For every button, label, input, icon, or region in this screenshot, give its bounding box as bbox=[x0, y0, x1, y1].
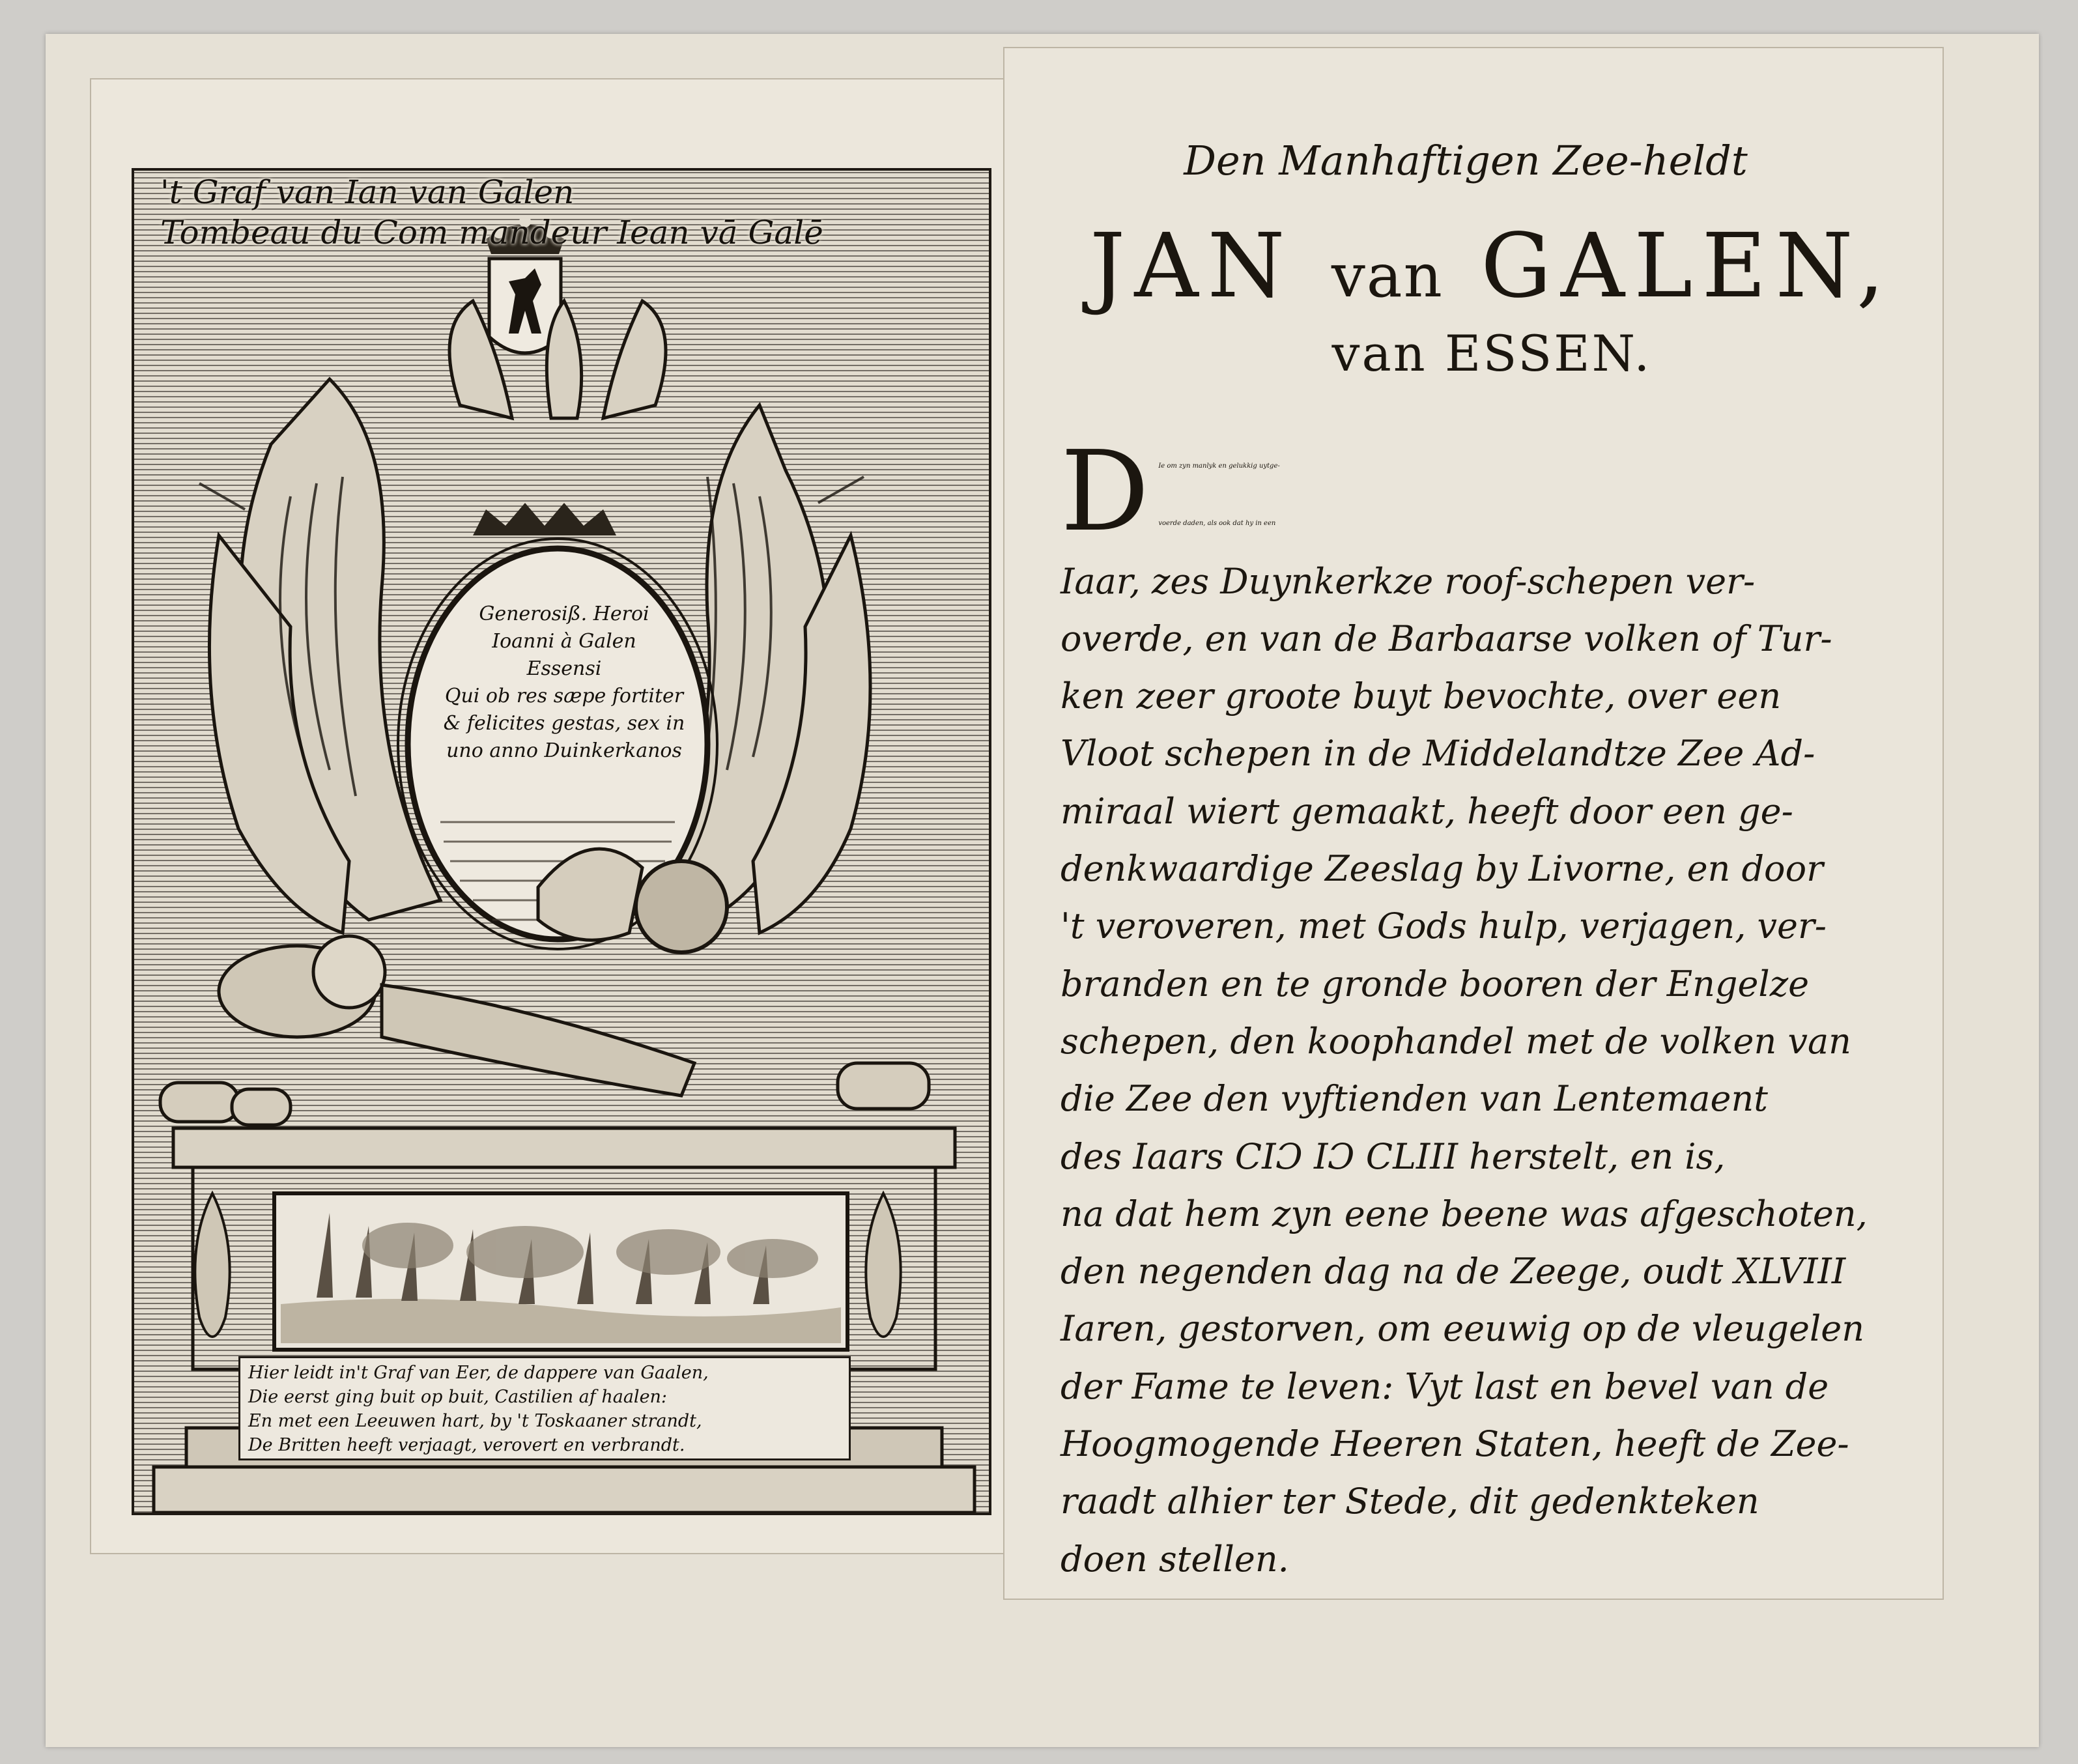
text-line: des Iaars CIƆ IƆ CLIII herstelt, en is, bbox=[1060, 1135, 1726, 1177]
text-line: raadt alhier ter Stede, dit gedenkteken bbox=[1060, 1481, 1759, 1522]
text-line: 't veroveren, met Gods hulp, verjagen, ver- bbox=[1060, 905, 1827, 947]
engraving-title-dutch: 't Graf van Ian van Galen bbox=[160, 173, 575, 211]
title-particle: van bbox=[1331, 241, 1444, 311]
text-line: doen stellen. bbox=[1060, 1538, 1289, 1580]
epitaph-line: Die eerst ging buit op buit, Castilien af haalen: bbox=[248, 1387, 668, 1407]
main-title bbox=[1042, 215, 1941, 318]
text-line: branden en te gronde booren der Engelze bbox=[1060, 963, 1810, 1004]
epitaph-plaque bbox=[238, 1356, 851, 1460]
text-line: der Fame te leven: Vyt last en bevel van de bbox=[1060, 1365, 1829, 1407]
drop-cap: D bbox=[1060, 427, 1150, 556]
text-line: ken zeer groote buyt bevochte, over een bbox=[1060, 676, 1782, 717]
tomb-illustration bbox=[134, 171, 989, 1513]
oval-inscription bbox=[440, 601, 688, 765]
text-line: miraal wiert gemaakt, heeft door een ge- bbox=[1060, 790, 1793, 832]
subtitle: Den Manhaftigen Zee-heldt bbox=[1184, 137, 1748, 184]
text-line: Hoogmogende Heeren Staten, heeft de Zee- bbox=[1060, 1423, 1849, 1465]
text-line: den negenden dag na de Zeege, oudt XLVIII bbox=[1060, 1251, 1846, 1292]
text-line: denkwaardige Zeeslag by Livorne, en door bbox=[1060, 848, 1823, 890]
tomb-engraving bbox=[132, 168, 991, 1515]
text-line: na dat hem zyn eene beene was afgeschoten, bbox=[1060, 1193, 1868, 1234]
epitaph-line: Hier leidt in't Graf van Eer, de dappere van Gaalen, bbox=[248, 1363, 709, 1383]
text-line: Iaren, gestorven, om eeuwig op de vleugelen bbox=[1060, 1308, 1865, 1350]
oval-line: Generosiß. Heroi bbox=[479, 603, 649, 625]
engraving-title-french: Tombeau du Com mandeur Iean vā Galē bbox=[160, 214, 823, 251]
oval-line: & felicites gestas, sex in bbox=[443, 712, 685, 735]
text-line: voerde daden, als ook dat hy in een bbox=[1158, 520, 1276, 528]
naval-battle-relief bbox=[274, 1193, 847, 1350]
oval-line: uno anno Duinkerkanos bbox=[446, 739, 682, 762]
text-line: Vloot schepen in de Middelandtze Zee Ad- bbox=[1060, 733, 1815, 775]
oval-line: Essensi bbox=[526, 657, 602, 680]
crown bbox=[473, 503, 616, 535]
epitaph-line: En met een Leeuwen hart, by 't Toskaaner strandt, bbox=[248, 1411, 702, 1431]
oval-line: Ioanni à Galen bbox=[492, 630, 636, 653]
title-surname: GALEN, bbox=[1481, 215, 1894, 318]
body-text bbox=[1060, 427, 1940, 1588]
text-line: overde, en van de Barbaarse volken of Tur- bbox=[1060, 618, 1832, 659]
text-line: Ie om zyn manlyk en gelukkig uytge- bbox=[1158, 462, 1280, 470]
epitaph-line: De Britten heeft verjaagt, verovert en verbrandt. bbox=[248, 1435, 685, 1455]
text-line: die Zee den vyftienden van Lentemaent bbox=[1060, 1078, 1768, 1120]
oval-line: Qui ob res sæpe fortiter bbox=[444, 685, 684, 707]
text-line: schepen, den koophandel met de volken van bbox=[1060, 1020, 1851, 1062]
text-line: Iaar, zes Duynkerkze roof-schepen ver- bbox=[1060, 560, 1756, 602]
title-first-name: JAN bbox=[1089, 215, 1294, 318]
origin-line: van ESSEN. bbox=[1331, 324, 1652, 382]
